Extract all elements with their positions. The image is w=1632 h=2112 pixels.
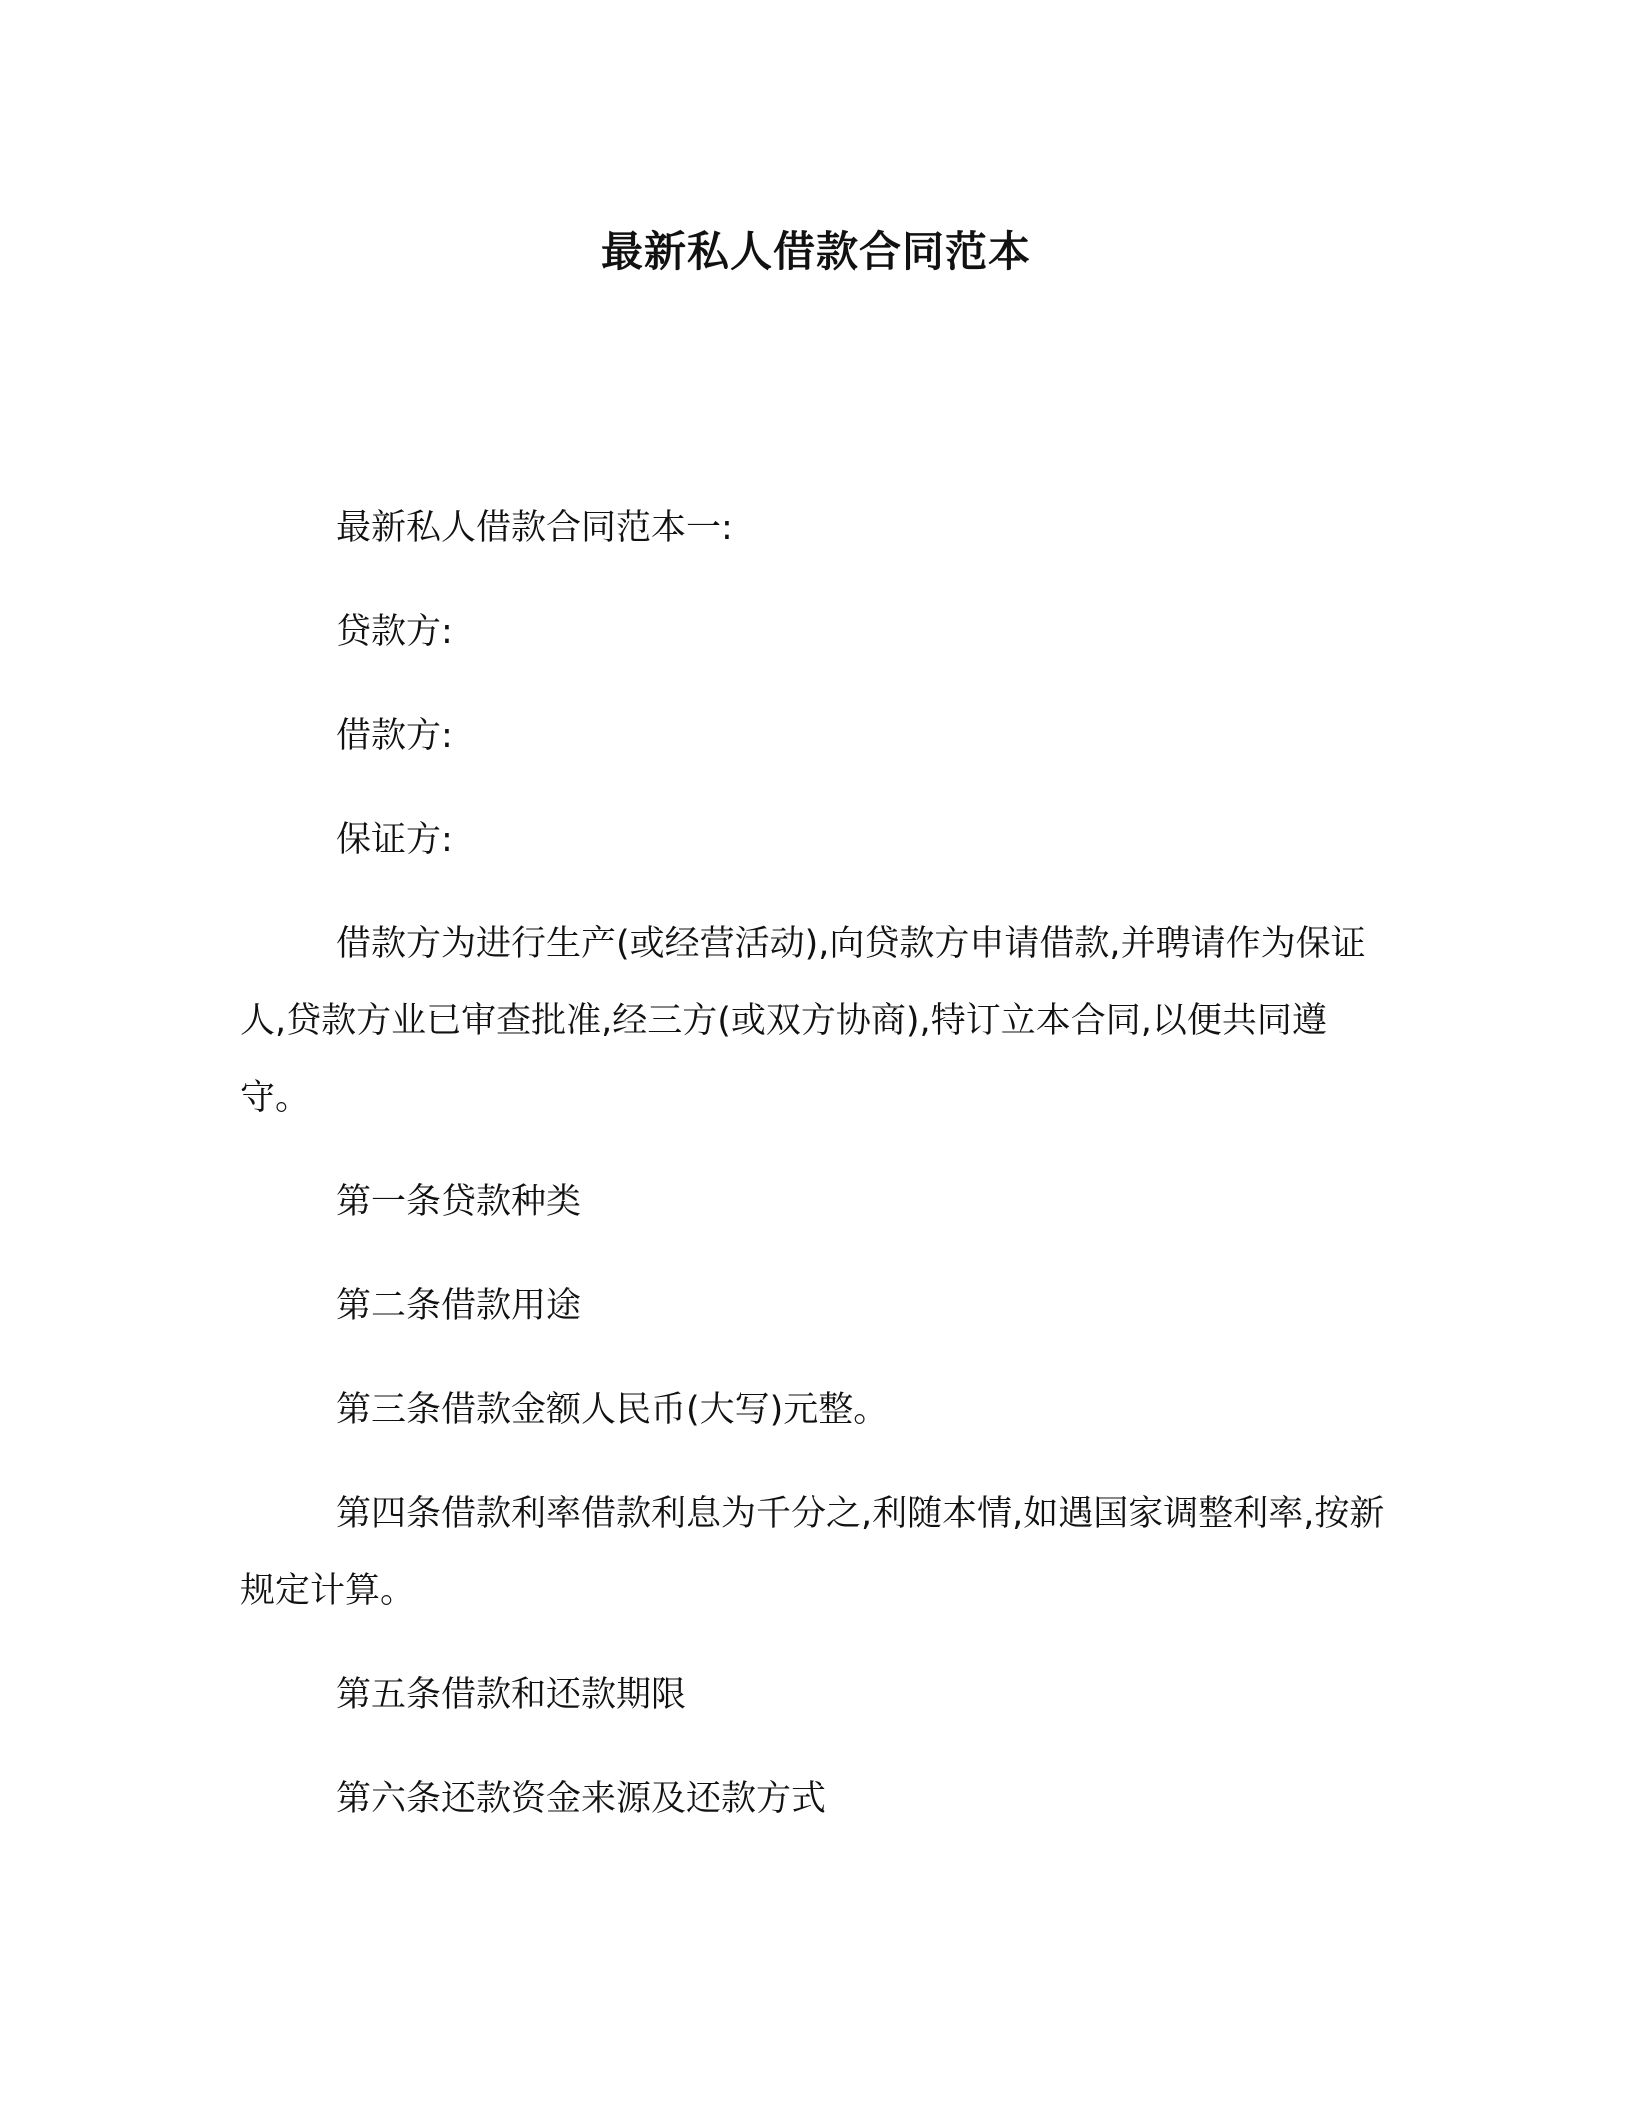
guarantor-field: 保证方: <box>336 820 453 860</box>
lender-field: 贷款方: <box>336 612 453 652</box>
article-6: 第六条还款资金来源及还款方式 <box>336 1779 827 1819</box>
document-body <box>240 490 1390 1865</box>
article-2: 第二条借款用途 <box>336 1286 582 1326</box>
article-1: 第一条贷款种类 <box>336 1182 582 1222</box>
article-5: 第五条借款和还款期限 <box>336 1675 687 1715</box>
document-title: 最新私人借款合同范本 <box>600 227 1031 276</box>
subtitle-paragraph: 最新私人借款合同范本一: <box>336 508 733 548</box>
borrower-field: 借款方: <box>336 716 453 756</box>
preamble-paragraph: 借款方为进行生产(或经营活动),向贷款方申请借款,并聘请作为保证人,贷款方业已审查批准,经三方(或双方协商),特订立本合同,以便共同遵守。 <box>240 924 1366 1118</box>
article-4: 第四条借款利率借款利息为千分之,利随本情,如遇国家调整利率,按新规定计算。 <box>240 1494 1385 1611</box>
article-3: 第三条借款金额人民币(大写)元整。 <box>336 1390 889 1430</box>
